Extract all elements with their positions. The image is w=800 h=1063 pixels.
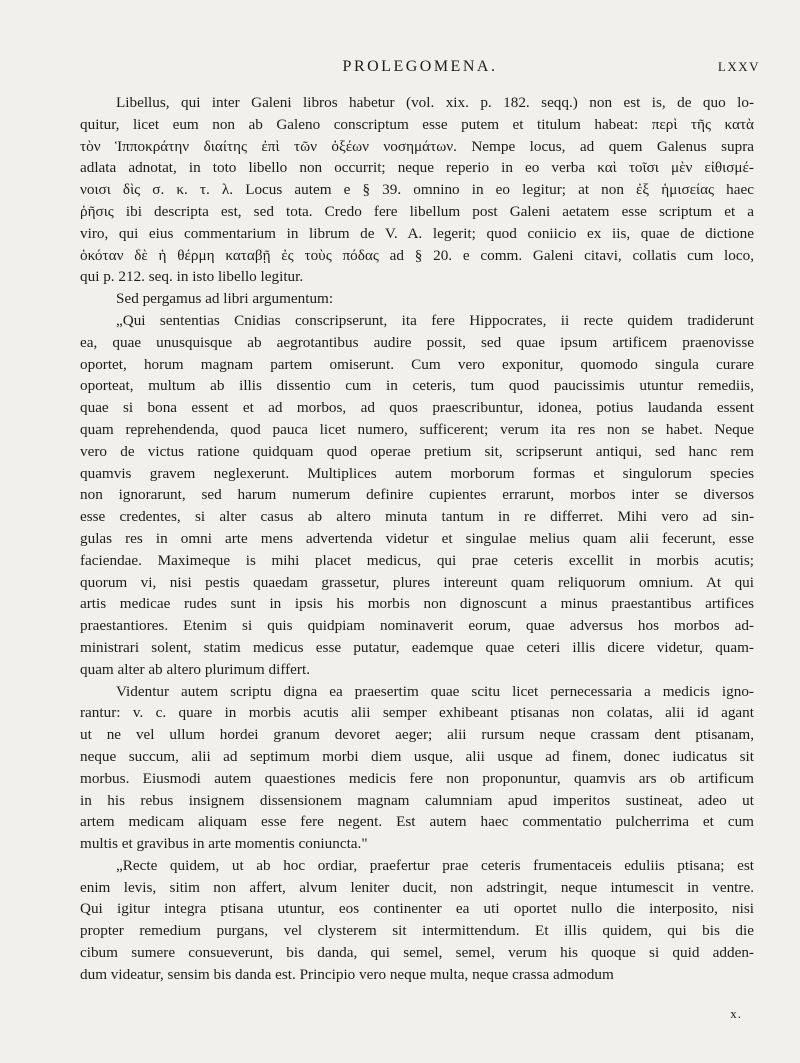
body-text: [80, 92, 754, 986]
text-line: esse credentes, si alter casus ab altero minuta tantum in re differret. Mihi vero ad sin-: [80, 508, 754, 526]
text-line: faciendae. Maximeque is mihi placet medicus, qui prae ceteris excellit in morbis acutis;: [80, 551, 754, 569]
text-line: neque succum, alii ad septimum morbi diem usque, alii usque ad finem, donec iudicatus sit: [80, 747, 754, 765]
text-line: quorum vi, nisi pestis quaedam grassetur, plures intereunt quam reliquorum omnium. At qui: [80, 573, 754, 591]
text-line: „Recte quidem, ut ab hoc ordiar, praefertur prae ceteris frumentaceis eduliis ptisana; est: [116, 856, 754, 874]
text-line: gulas res in omni arte mens advertenda videtur et singulae melius quam alii fecerunt, esse: [80, 529, 754, 547]
text-line: ῥῆσις ibi descripta est, sed tota. Credo fere libellum post Galeni aetatem esse scriptum et a: [80, 202, 754, 220]
text-line: νοισι δὶς σ. κ. τ. λ. Locus autem e § 39. omnino in eo legitur; at non ἐξ ἡμισείας haec: [80, 181, 754, 199]
text-line: quitur, licet eum non ab Galeno conscriptum esse putem et titulum habeat: περὶ τῆς κατὰ: [80, 115, 754, 133]
text-line: qui p. 212. seq. in isto libello legitur.: [80, 268, 304, 286]
text-line: adlata adnotat, in toto libello non occurrit; neque reperio in eo verba καὶ τοῖσι μὲν εἰθισμέ-: [80, 159, 754, 177]
text-line: Libellus, qui inter Galeni libros habetur (vol. xix. p. 182. seqq.) non est is, de quo lo-: [116, 94, 754, 111]
text-line: propter remedium purgans, vel clysterem sit intermittendum. Et illis quidem, qui bis die: [80, 922, 754, 940]
paragraph: [80, 288, 754, 310]
signature-mark: x.: [730, 1006, 742, 1021]
text-line: Qui igitur integra ptisana utuntur, eos continenter ea uti oportet nullo die interposito, nisi: [80, 900, 754, 918]
paragraph: [80, 310, 754, 681]
running-title: PROLEGOMENA.: [342, 58, 498, 75]
text-line: artis medicae rudes sunt in ipsis his morbis non dignoscunt a minus praestantibus artifices: [80, 595, 754, 613]
text-line: Videntur autem scriptu digna ea praesertim quae scitu licet pernecessaria a medicis igno-: [116, 682, 754, 700]
text-line: praestantiores. Etenim si quis quidpiam nominaverit eorum, quae adversus hos morbos ad-: [80, 617, 754, 635]
text-line: rantur: v. c. quare in morbis acutis alii semper exhibeant ptisanas non colatas, alii id agant: [80, 704, 754, 722]
text-line: τὸν Ἱπποκράτην διαίτης ἐπὶ τῶν ὀξέων νοσημάτων. Nempe locus, ad quem Galenus supra: [80, 137, 754, 155]
text-line: in his rebus insignem dissensionem magnam calumniam apud imperitos sustineat, adeo ut: [80, 791, 754, 809]
paragraph: [80, 681, 754, 855]
text-line: morbus. Eiusmodi autem quaestiones medicis fere non proponuntur, quamvis ars ob artificum: [80, 769, 754, 787]
page-header: [80, 56, 760, 80]
text-line: ministrari solent, statim medicus esse putatur, eademque quae ceteri illis dicere videtur, quam-: [80, 638, 754, 656]
text-line: dum videatur, sensim bis danda est. Principio vero neque multa, neque crassa admodum: [80, 965, 614, 983]
text-line: quam alter ab altero plurimum differt.: [80, 660, 310, 678]
text-line: quae si bona essent et ad morbos, ad quos praescribuntur, idonea, potius laudanda essent: [80, 399, 754, 417]
text-line: oportet, horum magnam partem omiserunt. Cum vero exponitur, quomodo singula curare: [80, 355, 754, 373]
page-number: LXXV: [717, 59, 760, 74]
text-line: viro, qui eius commentarium in librum de V. A. legerit; quod coniicio ex iis, quae de dictione: [80, 224, 754, 242]
text-line: „Qui sententias Cnidias conscripserunt, ita fere Hippocrates, ii recte quidem tradiderunt: [116, 311, 754, 329]
text-line: enim levis, sitim non affert, alvum leniter ducit, non adstringit, neque intumescit in ventre.: [80, 878, 754, 896]
paragraph: [80, 855, 754, 986]
text-line: ea, quae unusquisque ab aegrotantibus audire possit, sed quae ipsum artificem praenovisse: [80, 333, 754, 351]
text-line: multis et gravibus in arte momentis coniuncta.": [80, 835, 368, 853]
text-line: vero de victus ratione quidquam quod operae pretium sit, scripserunt antiqui, sed hanc rem: [80, 442, 754, 460]
paragraph: [80, 92, 754, 288]
text-line: ὁκόταν δὲ ἡ θέρμη καταβῇ ἐς τοὺς πόδας ad § 20. e comm. Galeni citavi, collatis cum loco,: [80, 246, 754, 264]
text-line: quam reprehendenda, quod pauca licet numero, sufficerent; verum ita res non se habet. Neque: [80, 420, 754, 438]
text-line: quamvis gravem neglexerunt. Multiplices autem morborum formas et singulorum species: [80, 464, 754, 482]
text-line: ut ne vel ullum hordei granum devoret aeger; alii rursum neque crassam dent ptisanam,: [80, 726, 754, 744]
text-line: artem medicam aliquam esse fere negent. Est autem haec commentatio pulcherrima et cum: [80, 813, 754, 831]
text-line: oporteat, multum ab illis dissentio cum in ceteris, tum quod paucissimis utuntur remediis,: [80, 377, 754, 395]
text-line: non ignorarunt, sed harum numerum definire cupientes errarunt, morbos inter se diversos: [80, 486, 754, 504]
text-line: Sed pergamus ad libri argumentum:: [116, 290, 334, 308]
text-line: cibum sumere consueverunt, bis danda, qui semel, semel, verum his quoque si quid adden-: [80, 944, 754, 962]
